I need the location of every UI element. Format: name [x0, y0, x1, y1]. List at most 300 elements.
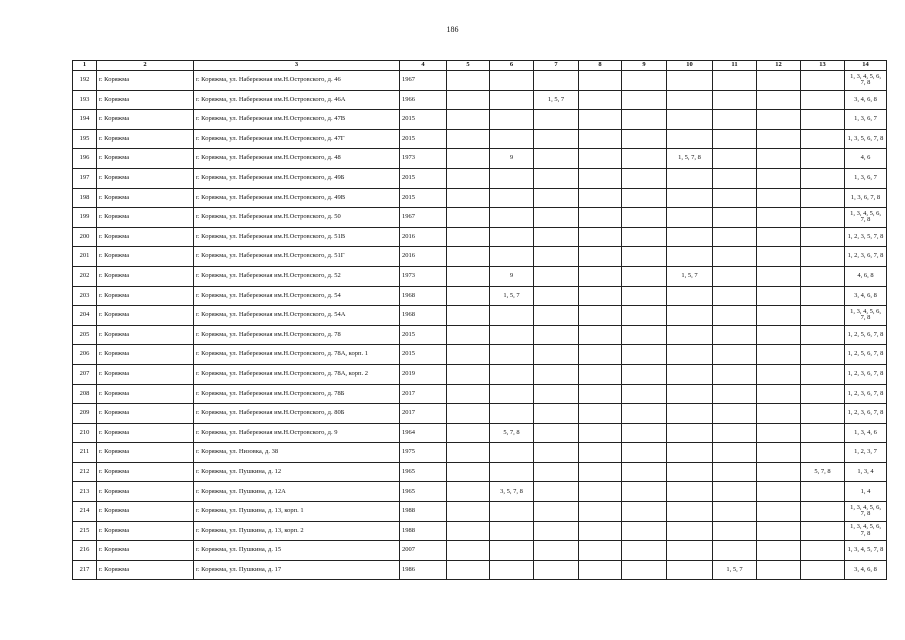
col-header: 9 — [622, 61, 667, 71]
col-7-cell — [534, 188, 579, 208]
col-8-cell — [579, 266, 622, 286]
col-7-cell — [534, 502, 579, 522]
row-number-cell: 199 — [73, 208, 97, 228]
col-12-cell — [757, 168, 801, 188]
col-8-cell — [579, 168, 622, 188]
col-13-cell — [801, 90, 845, 110]
table-row — [73, 71, 887, 91]
col-11-cell — [713, 266, 757, 286]
year-built-cell: 2016 — [400, 227, 447, 247]
row-number-cell: 210 — [73, 423, 97, 443]
col-8-cell — [579, 443, 622, 463]
col-11-cell — [713, 129, 757, 149]
col-10-cell — [667, 208, 713, 228]
col-5-cell — [447, 502, 490, 522]
col-10-cell — [667, 541, 713, 561]
col-9-cell — [622, 71, 667, 91]
locality-cell: г. Коряжма — [97, 443, 194, 463]
locality-cell: г. Коряжма — [97, 247, 194, 267]
address-cell: г. Коряжма, ул. Набережная им.Н.Островского, д. 54А — [194, 306, 400, 326]
address-cell: г. Коряжма, ул. Пушкина, д. 13, корп. 1 — [194, 502, 400, 522]
table-row — [73, 364, 887, 384]
col-14-cell: 1, 2, 3, 6, 7, 8 — [845, 384, 887, 404]
col-8-cell — [579, 521, 622, 541]
col-13-cell — [801, 345, 845, 365]
locality-cell: г. Коряжма — [97, 188, 194, 208]
col-9-cell — [622, 168, 667, 188]
row-number-cell: 194 — [73, 110, 97, 130]
col-7-cell: 1, 5, 7 — [534, 90, 579, 110]
col-13-cell — [801, 168, 845, 188]
col-8-cell — [579, 208, 622, 228]
year-built-cell: 2019 — [400, 364, 447, 384]
table-row — [73, 110, 887, 130]
row-number-cell: 209 — [73, 404, 97, 424]
year-built-cell: 1966 — [400, 90, 447, 110]
col-header: 14 — [845, 61, 887, 71]
col-8-cell — [579, 560, 622, 580]
locality-cell: г. Коряжма — [97, 541, 194, 561]
table-row — [73, 443, 887, 463]
col-11-cell — [713, 364, 757, 384]
col-13-cell — [801, 149, 845, 169]
col-7-cell — [534, 541, 579, 561]
col-12-cell — [757, 364, 801, 384]
col-13-cell — [801, 521, 845, 541]
col-10-cell — [667, 286, 713, 306]
col-12-cell — [757, 502, 801, 522]
col-10-cell — [667, 227, 713, 247]
locality-cell: г. Коряжма — [97, 364, 194, 384]
col-14-cell: 1, 3, 4, 5, 6, 7, 8 — [845, 306, 887, 326]
row-number-cell: 216 — [73, 541, 97, 561]
col-7-cell — [534, 247, 579, 267]
year-built-cell: 2016 — [400, 247, 447, 267]
address-cell: г. Коряжма, ул. Набережная им.Н.Островского, д. 51Г — [194, 247, 400, 267]
col-8-cell — [579, 90, 622, 110]
col-13-cell — [801, 71, 845, 91]
col-7-cell — [534, 560, 579, 580]
col-6-cell: 1, 5, 7 — [490, 286, 534, 306]
col-9-cell — [622, 286, 667, 306]
row-number-cell: 206 — [73, 345, 97, 365]
col-header: 1 — [73, 61, 97, 71]
col-8-cell — [579, 345, 622, 365]
row-number-cell: 207 — [73, 364, 97, 384]
locality-cell: г. Коряжма — [97, 168, 194, 188]
col-5-cell — [447, 168, 490, 188]
col-5-cell — [447, 247, 490, 267]
col-6-cell — [490, 129, 534, 149]
address-cell: г. Коряжма, ул. Низовка, д. 38 — [194, 443, 400, 463]
col-5-cell — [447, 149, 490, 169]
col-9-cell — [622, 266, 667, 286]
row-number-cell: 205 — [73, 325, 97, 345]
col-8-cell — [579, 462, 622, 482]
col-11-cell — [713, 482, 757, 502]
col-13-cell — [801, 482, 845, 502]
col-10-cell — [667, 364, 713, 384]
col-6-cell — [490, 384, 534, 404]
col-13-cell — [801, 129, 845, 149]
locality-cell: г. Коряжма — [97, 71, 194, 91]
col-12-cell — [757, 423, 801, 443]
year-built-cell: 1973 — [400, 149, 447, 169]
col-5-cell — [447, 208, 490, 228]
col-14-cell: 1, 2, 5, 6, 7, 8 — [845, 325, 887, 345]
locality-cell: г. Коряжма — [97, 129, 194, 149]
col-14-cell: 1, 2, 3, 6, 7, 8 — [845, 247, 887, 267]
col-12-cell — [757, 541, 801, 561]
col-12-cell — [757, 306, 801, 326]
col-13-cell — [801, 188, 845, 208]
col-10-cell — [667, 306, 713, 326]
year-built-cell: 1968 — [400, 286, 447, 306]
table-row — [73, 188, 887, 208]
table-row — [73, 345, 887, 365]
year-built-cell: 1965 — [400, 462, 447, 482]
col-9-cell — [622, 541, 667, 561]
col-14-cell: 1, 2, 3, 6, 7, 8 — [845, 364, 887, 384]
col-10-cell — [667, 443, 713, 463]
table-row — [73, 521, 887, 541]
address-cell: г. Коряжма, ул. Набережная им.Н.Островского, д. 47В — [194, 110, 400, 130]
col-5-cell — [447, 325, 490, 345]
col-7-cell — [534, 345, 579, 365]
col-13-cell — [801, 384, 845, 404]
locality-cell: г. Коряжма — [97, 560, 194, 580]
col-6-cell — [490, 541, 534, 561]
col-9-cell — [622, 208, 667, 228]
col-6-cell — [490, 71, 534, 91]
col-5-cell — [447, 286, 490, 306]
table-row — [73, 462, 887, 482]
col-8-cell — [579, 482, 622, 502]
col-12-cell — [757, 443, 801, 463]
col-7-cell — [534, 384, 579, 404]
col-5-cell — [447, 560, 490, 580]
row-number-cell: 217 — [73, 560, 97, 580]
col-14-cell: 1, 3, 4, 5, 6, 7, 8 — [845, 208, 887, 228]
col-6-cell: 9 — [490, 149, 534, 169]
year-built-cell: 1965 — [400, 482, 447, 502]
col-10-cell — [667, 423, 713, 443]
locality-cell: г. Коряжма — [97, 208, 194, 228]
row-number-cell: 212 — [73, 462, 97, 482]
col-11-cell — [713, 247, 757, 267]
col-11-cell — [713, 502, 757, 522]
col-12-cell — [757, 71, 801, 91]
row-number-cell: 193 — [73, 90, 97, 110]
locality-cell: г. Коряжма — [97, 521, 194, 541]
col-7-cell — [534, 325, 579, 345]
col-11-cell — [713, 306, 757, 326]
row-number-cell: 208 — [73, 384, 97, 404]
col-6-cell: 3, 5, 7, 8 — [490, 482, 534, 502]
col-13-cell — [801, 502, 845, 522]
col-9-cell — [622, 404, 667, 424]
col-6-cell — [490, 560, 534, 580]
col-11-cell — [713, 227, 757, 247]
year-built-cell: 2007 — [400, 541, 447, 561]
col-11-cell — [713, 384, 757, 404]
row-number-cell: 195 — [73, 129, 97, 149]
row-number-cell: 211 — [73, 443, 97, 463]
table-row — [73, 325, 887, 345]
year-built-cell: 1988 — [400, 521, 447, 541]
col-14-cell: 1, 4 — [845, 482, 887, 502]
year-built-cell: 2015 — [400, 345, 447, 365]
address-cell: г. Коряжма, ул. Набережная им.Н.Островского, д. 48 — [194, 149, 400, 169]
address-cell: г. Коряжма, ул. Набережная им.Н.Островского, д. 78А, корп. 1 — [194, 345, 400, 365]
col-13-cell — [801, 110, 845, 130]
col-11-cell — [713, 208, 757, 228]
col-8-cell — [579, 364, 622, 384]
col-8-cell — [579, 325, 622, 345]
table-row — [73, 384, 887, 404]
col-8-cell — [579, 306, 622, 326]
col-10-cell: 1, 5, 7 — [667, 266, 713, 286]
col-14-cell: 1, 3, 4 — [845, 462, 887, 482]
col-10-cell — [667, 110, 713, 130]
address-cell: г. Коряжма, ул. Набережная им.Н.Островского, д. 50 — [194, 208, 400, 228]
row-number-cell: 213 — [73, 482, 97, 502]
col-8-cell — [579, 423, 622, 443]
col-10-cell — [667, 482, 713, 502]
col-8-cell — [579, 227, 622, 247]
col-8-cell — [579, 129, 622, 149]
col-14-cell: 1, 2, 3, 6, 7, 8 — [845, 404, 887, 424]
year-built-cell: 1967 — [400, 71, 447, 91]
col-6-cell — [490, 502, 534, 522]
col-11-cell — [713, 541, 757, 561]
col-7-cell — [534, 129, 579, 149]
col-8-cell — [579, 286, 622, 306]
address-cell: г. Коряжма, ул. Набережная им.Н.Островского, д. 78Б — [194, 384, 400, 404]
col-7-cell — [534, 227, 579, 247]
col-5-cell — [447, 129, 490, 149]
col-6-cell — [490, 90, 534, 110]
col-7-cell — [534, 364, 579, 384]
locality-cell: г. Коряжма — [97, 110, 194, 130]
col-6-cell — [490, 227, 534, 247]
col-12-cell — [757, 345, 801, 365]
col-7-cell — [534, 149, 579, 169]
col-6-cell — [490, 306, 534, 326]
col-9-cell — [622, 306, 667, 326]
row-number-cell: 215 — [73, 521, 97, 541]
col-10-cell — [667, 325, 713, 345]
col-12-cell — [757, 325, 801, 345]
col-11-cell — [713, 325, 757, 345]
col-14-cell: 1, 3, 6, 7 — [845, 110, 887, 130]
year-built-cell: 1975 — [400, 443, 447, 463]
col-13-cell — [801, 208, 845, 228]
col-8-cell — [579, 71, 622, 91]
locality-cell: г. Коряжма — [97, 325, 194, 345]
col-12-cell — [757, 247, 801, 267]
col-5-cell — [447, 384, 490, 404]
col-7-cell — [534, 482, 579, 502]
col-11-cell — [713, 521, 757, 541]
address-cell: г. Коряжма, ул. Набережная им.Н.Островского, д. 78А, корп. 2 — [194, 364, 400, 384]
col-9-cell — [622, 482, 667, 502]
locality-cell: г. Коряжма — [97, 227, 194, 247]
col-8-cell — [579, 110, 622, 130]
col-6-cell — [490, 168, 534, 188]
col-14-cell: 3, 4, 6, 8 — [845, 286, 887, 306]
col-9-cell — [622, 443, 667, 463]
col-8-cell — [579, 149, 622, 169]
col-13-cell — [801, 247, 845, 267]
col-14-cell: 1, 3, 6, 7, 8 — [845, 188, 887, 208]
col-10-cell: 1, 5, 7, 8 — [667, 149, 713, 169]
col-9-cell — [622, 521, 667, 541]
col-7-cell — [534, 286, 579, 306]
col-10-cell — [667, 129, 713, 149]
col-12-cell — [757, 482, 801, 502]
col-8-cell — [579, 404, 622, 424]
table-row — [73, 90, 887, 110]
col-14-cell: 1, 3, 4, 5, 6, 7, 8 — [845, 521, 887, 541]
col-7-cell — [534, 423, 579, 443]
col-13-cell — [801, 541, 845, 561]
col-header: 4 — [400, 61, 447, 71]
col-8-cell — [579, 502, 622, 522]
col-9-cell — [622, 462, 667, 482]
table-row — [73, 247, 887, 267]
locality-cell: г. Коряжма — [97, 149, 194, 169]
address-cell: г. Коряжма, ул. Пушкина, д. 17 — [194, 560, 400, 580]
col-12-cell — [757, 188, 801, 208]
col-14-cell: 1, 3, 4, 5, 6, 7, 8 — [845, 502, 887, 522]
col-11-cell — [713, 168, 757, 188]
col-13-cell — [801, 560, 845, 580]
year-built-cell: 2017 — [400, 384, 447, 404]
col-10-cell — [667, 345, 713, 365]
col-6-cell — [490, 462, 534, 482]
row-number-cell: 192 — [73, 71, 97, 91]
col-header: 2 — [97, 61, 194, 71]
col-9-cell — [622, 560, 667, 580]
col-6-cell — [490, 521, 534, 541]
col-12-cell — [757, 560, 801, 580]
year-built-cell: 2015 — [400, 129, 447, 149]
col-14-cell: 1, 2, 5, 6, 7, 8 — [845, 345, 887, 365]
col-11-cell: 1, 5, 7 — [713, 560, 757, 580]
locality-cell: г. Коряжма — [97, 482, 194, 502]
col-6-cell — [490, 110, 534, 130]
col-5-cell — [447, 521, 490, 541]
header-row — [73, 61, 887, 71]
col-8-cell — [579, 247, 622, 267]
col-12-cell — [757, 227, 801, 247]
col-7-cell — [534, 462, 579, 482]
year-built-cell: 2017 — [400, 404, 447, 424]
col-5-cell — [447, 443, 490, 463]
col-10-cell — [667, 404, 713, 424]
locality-cell: г. Коряжма — [97, 306, 194, 326]
col-11-cell — [713, 110, 757, 130]
table-row — [73, 541, 887, 561]
col-5-cell — [447, 71, 490, 91]
col-8-cell — [579, 541, 622, 561]
col-6-cell — [490, 325, 534, 345]
address-cell: г. Коряжма, ул. Пушкина, д. 15 — [194, 541, 400, 561]
col-header: 5 — [447, 61, 490, 71]
address-cell: г. Коряжма, ул. Набережная им.Н.Островского, д. 80Б — [194, 404, 400, 424]
col-14-cell: 1, 3, 4, 5, 6, 7, 8 — [845, 71, 887, 91]
col-7-cell — [534, 404, 579, 424]
col-10-cell — [667, 90, 713, 110]
address-cell: г. Коряжма, ул. Пушкина, д. 12 — [194, 462, 400, 482]
col-header: 11 — [713, 61, 757, 71]
col-6-cell — [490, 208, 534, 228]
table-row — [73, 227, 887, 247]
col-14-cell: 4, 6, 8 — [845, 266, 887, 286]
address-cell: г. Коряжма, ул. Набережная им.Н.Островского, д. 47Г — [194, 129, 400, 149]
table-row — [73, 149, 887, 169]
col-5-cell — [447, 345, 490, 365]
col-7-cell — [534, 521, 579, 541]
col-13-cell — [801, 227, 845, 247]
col-10-cell — [667, 384, 713, 404]
year-built-cell: 1968 — [400, 306, 447, 326]
col-6-cell — [490, 364, 534, 384]
col-12-cell — [757, 266, 801, 286]
col-header: 7 — [534, 61, 579, 71]
col-5-cell — [447, 227, 490, 247]
col-14-cell: 3, 4, 6, 8 — [845, 560, 887, 580]
col-10-cell — [667, 71, 713, 91]
address-cell: г. Коряжма, ул. Набережная им.Н.Островского, д. 54 — [194, 286, 400, 306]
col-11-cell — [713, 443, 757, 463]
col-13-cell — [801, 364, 845, 384]
col-14-cell: 4, 6 — [845, 149, 887, 169]
locality-cell: г. Коряжма — [97, 462, 194, 482]
col-5-cell — [447, 90, 490, 110]
col-5-cell — [447, 462, 490, 482]
col-11-cell — [713, 71, 757, 91]
col-9-cell — [622, 227, 667, 247]
table-body — [73, 71, 887, 580]
col-13-cell — [801, 266, 845, 286]
col-14-cell: 1, 3, 6, 7 — [845, 168, 887, 188]
col-7-cell — [534, 306, 579, 326]
year-built-cell: 2015 — [400, 325, 447, 345]
row-number-cell: 202 — [73, 266, 97, 286]
row-number-cell: 201 — [73, 247, 97, 267]
table-row — [73, 502, 887, 522]
table-row — [73, 129, 887, 149]
table-row — [73, 208, 887, 228]
col-10-cell — [667, 247, 713, 267]
col-13-cell — [801, 286, 845, 306]
year-built-cell: 2015 — [400, 110, 447, 130]
col-9-cell — [622, 247, 667, 267]
col-14-cell: 1, 2, 3, 7 — [845, 443, 887, 463]
col-11-cell — [713, 188, 757, 208]
table-row — [73, 306, 887, 326]
locality-cell: г. Коряжма — [97, 423, 194, 443]
col-6-cell — [490, 345, 534, 365]
year-built-cell: 1986 — [400, 560, 447, 580]
row-number-cell: 203 — [73, 286, 97, 306]
col-14-cell: 1, 3, 4, 6 — [845, 423, 887, 443]
col-10-cell — [667, 502, 713, 522]
locality-cell: г. Коряжма — [97, 90, 194, 110]
row-number-cell: 196 — [73, 149, 97, 169]
